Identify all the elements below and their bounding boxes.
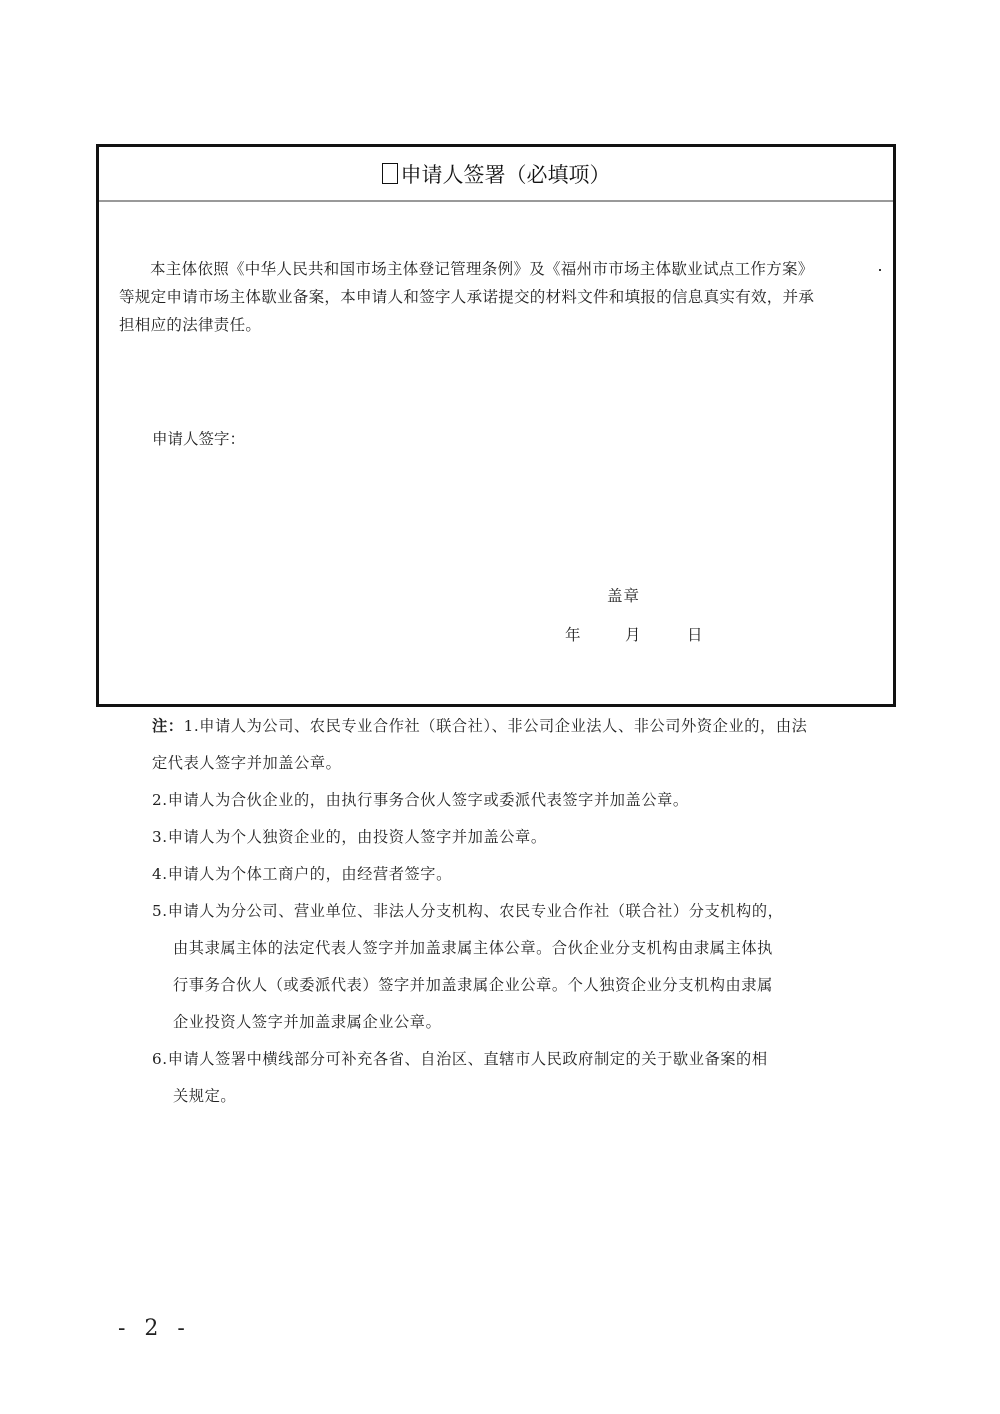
note-2 [152,782,892,819]
underline-mark [879,269,881,271]
note-5-line-1 [152,893,892,930]
note-number: 6. [152,1050,168,1068]
note-number: 2. [152,791,168,809]
note-text: 申请人为公司、农民专业合作社（联合社）、非公司企业法人、非公司外资企业的，由法 [199,717,808,735]
notes-section [152,708,892,1115]
note-number: 3. [152,828,168,846]
signature-label: 申请人签字： [152,430,246,448]
declaration-line-1: 本主体依照《中华人民共和国市场主体登记管理条例》及《福州市市场主体歇业试点工作方案》 [150,260,814,278]
note-5-line-4: 企业投资人签字并加盖隶属企业公章。 [173,1013,442,1031]
note-1-line-2: 定代表人签字并加盖公章。 [152,754,342,772]
note-4 [152,856,892,893]
note-6-line-1 [152,1041,892,1078]
notes-prefix: 注： [152,717,184,735]
note-text: 申请人签署中横线部分可补充各省、自治区、直辖市人民政府制定的关于歇业备案的相 [167,1050,768,1068]
note-number: 5. [152,902,168,920]
empty-checkbox-icon[interactable] [382,163,398,184]
declaration-line [119,255,883,283]
note-number: 1. [183,717,200,735]
note-text: 申请人为分公司、营业单位、非法人分支机构、农民专业合作社（联合社）分支机构的， [167,902,784,920]
date-year: 年 [565,626,581,644]
note-text: 申请人为合伙企业的，由执行事务合伙人签字或委派代表签字并加盖公章。 [167,791,689,809]
form-header [99,147,893,202]
note-text: 申请人为个人独资企业的，由投资人签字并加盖公章。 [167,828,547,846]
note-number: 4. [152,865,168,883]
date-month: 月 [625,626,641,644]
note-1-line-1 [152,708,892,745]
note-5-line-2: 由其隶属主体的法定代表人签字并加盖隶属主体公章。合伙企业分支机构由隶属主体执 [173,939,773,957]
declaration-text [119,255,883,339]
date-row [565,623,703,645]
stamp-label: 盖章 [607,587,641,605]
note-5-line-3: 行事务合伙人（或委派代表）签字并加盖隶属企业公章。个人独资企业分支机构由隶属 [173,976,773,994]
note-text: 申请人为个体工商户的，由经营者签字。 [167,865,452,883]
page-number: - 2 - [118,1316,191,1341]
declaration-line-3: 担相应的法律责任。 [119,316,262,334]
note-3 [152,819,892,856]
note-6-line-2: 关规定。 [173,1087,237,1105]
date-day: 日 [687,626,703,644]
form-title: 申请人签署（必填项） [400,162,611,187]
declaration-line-2: 等规定申请市场主体歇业备案，本申请人和签字人承诺提交的材料文件和填报的信息真实有效，并承 [119,288,815,306]
signature-form-box [96,144,896,707]
